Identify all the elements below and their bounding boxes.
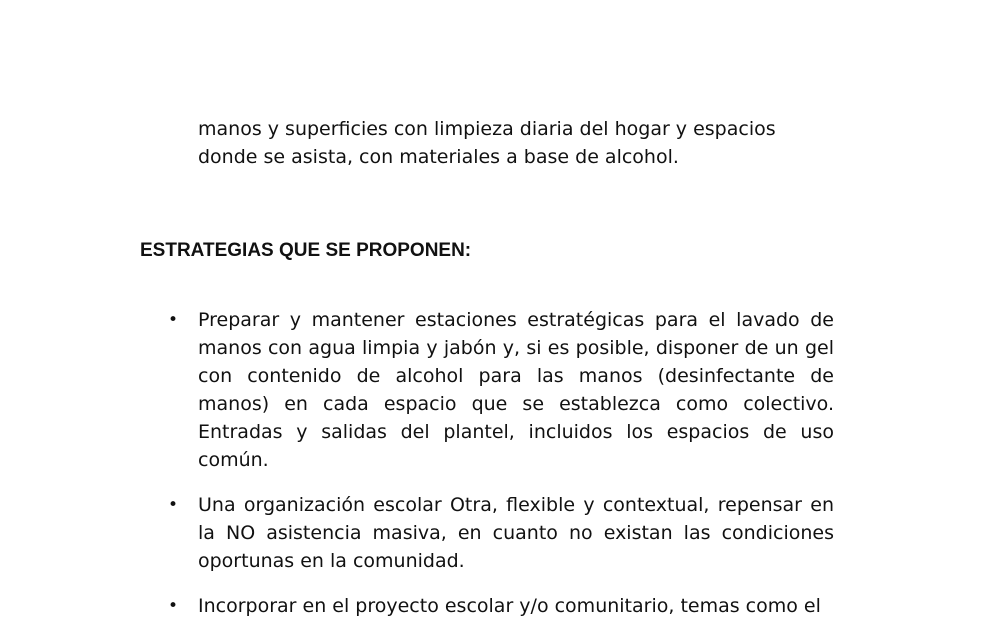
section-heading: ESTRATEGIAS QUE SE PROPONEN: [140,240,472,261]
continuation-paragraph: manos y superficies con limpieza diaria del hogar y espacios donde se asista, con materiales a base de alcohol. [198,118,776,168]
bullet-icon: • [168,495,179,515]
list-item [140,491,834,575]
bullet-icon: • [168,596,179,616]
bullet-icon: • [168,310,179,330]
list-item-text: Incorporar en el proyecto escolar y/o comunitario, temas como el [198,595,821,617]
list-item-text: Preparar y mantener estaciones estratégicas para el lavado de manos con agua limpia y jabón y, si es posible, disponer de un gel con contenido de alcohol para las manos (desinfectante de manos) en cada espacio que se establezca como colectivo. Entradas y salidas del plantel, incluidos los espacios de uso común. [198,309,834,471]
list-item [140,306,834,474]
list-item [140,592,834,620]
strategies-list [140,306,834,637]
list-item-text: Una organización escolar Otra, flexible y contextual, repensar en la NO asistencia masiva, en cuanto no existan las condiciones oportunas en la comunidad. [198,494,834,572]
